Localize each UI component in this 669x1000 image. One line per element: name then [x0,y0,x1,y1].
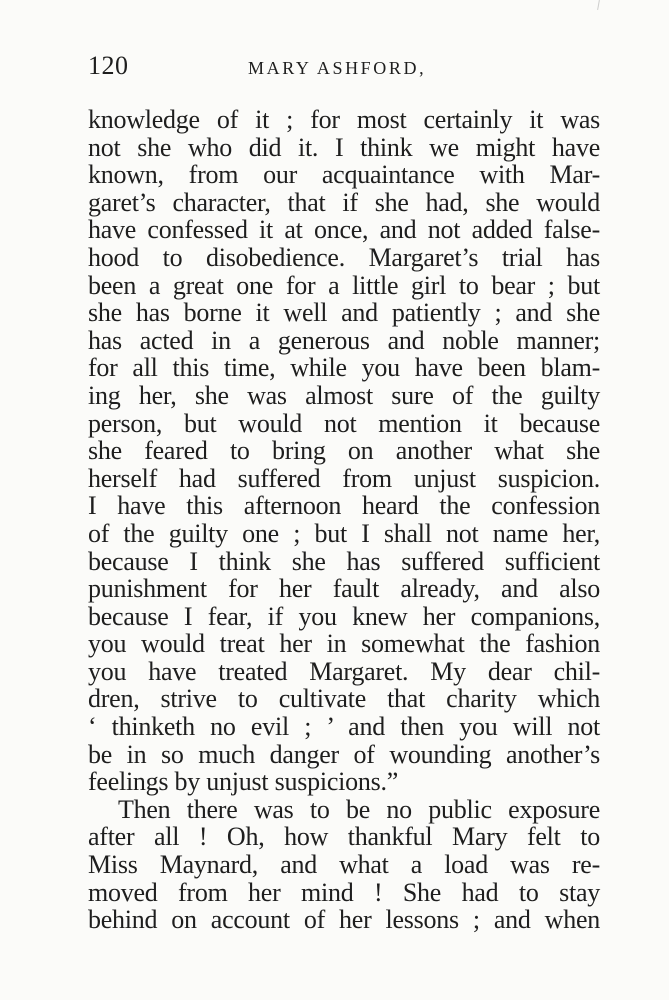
text-line: not she who did it. I think we might have [88,132,600,162]
text-line: Then there was to be no public exposure [118,794,600,824]
text-line: dren, strive to cultivate that charity which [88,684,600,714]
text-line: hood to disobedience. Margaret’s trial has [88,242,600,272]
text-line: behind on account of her lessons ; and when [88,905,600,935]
text-line: of the guilty one ; but I shall not name her, [88,518,600,548]
text-line: ing her, she was almost sure of the guilty [88,380,600,410]
text-line: punishment for her fault already, and also [88,574,600,604]
text-line: person, but would not mention it because [88,408,600,438]
text-line: she has borne it well and patiently ; and she [88,298,600,328]
text-line: Miss Maynard, and what a load was re- [88,850,600,880]
text-line: known, from our acquaintance with Mar- [88,160,600,190]
text-line: been a great one for a little girl to bear ; but [88,270,600,300]
text-line: because I think she has suffered sufficient [88,546,600,576]
text-line: you have treated Margaret. My dear chil- [88,656,600,686]
text-line: ‘ thinketh no evil ; ’ and then you will not [88,712,600,742]
text-line: be in so much danger of wounding another’s [88,739,600,769]
text-line: has acted in a generous and noble manner; [88,325,600,355]
text-line: after all ! Oh, how thankful Mary felt to [88,822,600,852]
text-line: you would treat her in somewhat the fashion [88,629,600,659]
text-line: knowledge of it ; for most certainly it was [88,105,600,134]
text-line: herself had suffered from unjust suspicion. [88,463,600,493]
body-text [88,106,600,956]
text-line: have confessed it at once, and not added false- [88,215,600,245]
text-line: for all this time, while you have been blam- [88,353,600,383]
text-line: I have this afternoon heard the confession [88,491,600,521]
page-header [88,48,602,84]
page-number: 120 [88,51,129,80]
text-line: moved from her mind ! She had to stay [88,877,600,907]
running-head: MARY ASHFORD, [248,58,427,78]
paragraph-2 [88,796,600,934]
text-line: she feared to bring on another what she [88,436,600,466]
text-line: because I fear, if you knew her companions, [88,601,600,631]
paragraph-1 [88,106,600,796]
text-line: feelings by unjust suspicions.” [88,767,399,797]
text-line: garet’s character, that if she had, she would [88,187,600,217]
page-edge-mark [597,0,600,10]
